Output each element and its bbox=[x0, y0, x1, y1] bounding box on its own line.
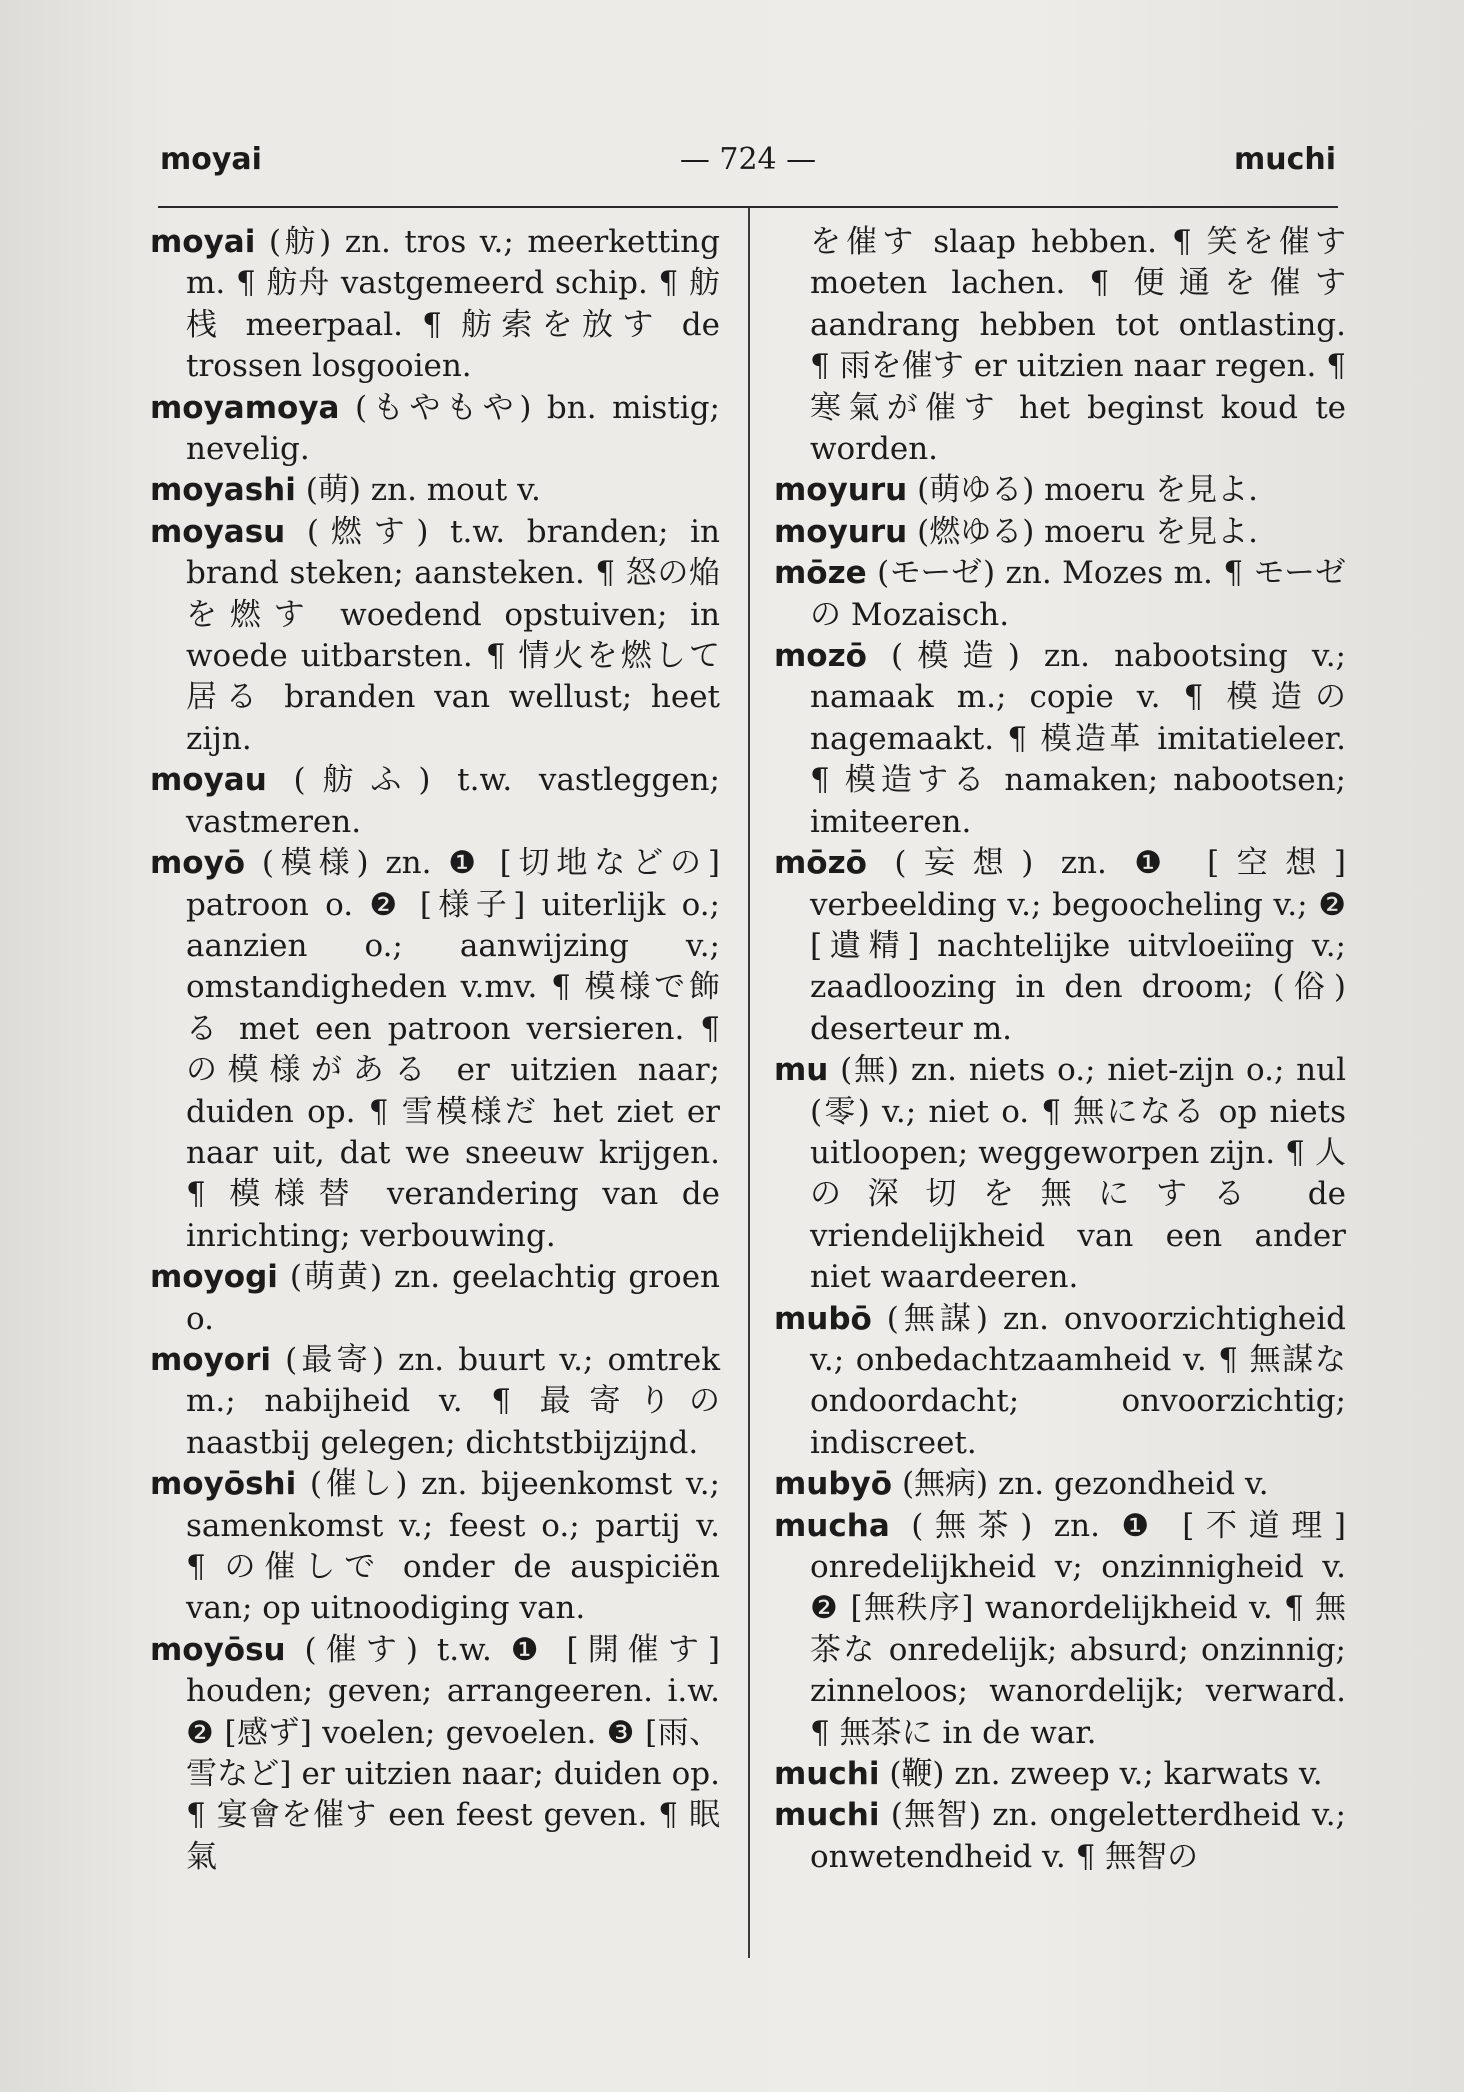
entry-headword: moyori bbox=[150, 1341, 272, 1378]
dictionary-entry bbox=[774, 222, 1346, 470]
entry-definition: (無茶) zn. ❶ [不道理] onredelijkheid v; onzinnigheid v. ❷ [無秩序] wanordelijkheid v. ¶ 無茶な onredelijk; absurd; onzinnig; zinneloos; wanordelijk; verward. ¶ 無茶に in de war. bbox=[810, 1507, 1346, 1751]
dictionary-entry bbox=[774, 1795, 1346, 1878]
entry-headword: mubō bbox=[774, 1300, 872, 1337]
entry-definition: (モーゼ) zn. Mozes m. ¶ モーゼの Mozaisch. bbox=[810, 555, 1347, 633]
entry-headword: mozō bbox=[774, 638, 867, 675]
dictionary-entry bbox=[150, 760, 720, 843]
entry-definition: (催し) zn. bijeenkomst v.; samenkomst v.; feest o.; partij v. ¶ の催しで onder de auspiciën van; op uitnoodiging van. bbox=[186, 1466, 720, 1627]
entry-definition: (舫ふ) t.w. vastleggen; vastmeren. bbox=[186, 762, 720, 840]
entry-definition: (萌) zn. mout v. bbox=[305, 472, 541, 509]
dictionary-entry bbox=[150, 1257, 720, 1340]
entry-definition: (鞭) zn. zweep v.; karwats v. bbox=[889, 1756, 1323, 1793]
entry-definition: (無智) zn. ongeletterdheid v.; onwetendheid v. ¶ 無智の bbox=[810, 1797, 1347, 1875]
dictionary-entry bbox=[150, 1340, 720, 1464]
dictionary-entry bbox=[150, 1464, 720, 1630]
entry-headword: moyogi bbox=[150, 1259, 278, 1296]
page-header bbox=[160, 142, 1336, 190]
entry-definition: (模造) zn. nabootsing v.; namaak m.; copie v. ¶ 模造の nagemaakt. ¶ 模造革 imitatieleer. ¶ 模造する namaken; nabootsen; imiteeren. bbox=[810, 638, 1346, 840]
entry-definition: (燃ゆる) moeru を見よ. bbox=[917, 513, 1259, 550]
dictionary-entry bbox=[774, 1754, 1346, 1795]
entry-definition: (萌ゆる) moeru を見よ. bbox=[917, 472, 1259, 509]
entry-headword: mōzō bbox=[774, 845, 867, 882]
column-divider bbox=[748, 208, 750, 1958]
dictionary-entry bbox=[150, 1630, 720, 1878]
header-left-guideword: moyai bbox=[160, 142, 262, 177]
entry-headword: moyashi bbox=[150, 472, 296, 509]
header-right-guideword: muchi bbox=[1233, 142, 1336, 177]
entry-headword: muchi bbox=[774, 1797, 880, 1834]
dictionary-entry bbox=[774, 1299, 1346, 1465]
entry-definition: (もやもや) bn. mistig; nevelig. bbox=[186, 389, 720, 468]
dictionary-entry bbox=[774, 1464, 1346, 1505]
dictionary-entry bbox=[150, 843, 720, 1257]
dictionary-entry bbox=[150, 388, 720, 471]
entry-definition: (催す) t.w. ❶ [開催す] houden; geven; arrangeeren. i.w. ❷ [感ず] voelen; gevoelen. ❸ [雨、雪など] er uitzien naar; duiden op. ¶ 宴會を催す een feest geven. ¶ 眠氣 bbox=[186, 1631, 720, 1875]
entry-headword: moyamoya bbox=[150, 389, 340, 426]
entry-definition: (最寄) zn. buurt v.; omtrek m.; nabijheid v. ¶ 最寄りの naastbij gelegen; dichtstbijzijnd. bbox=[186, 1341, 720, 1461]
entry-definition: (舫) zn. tros v.; meerketting m. ¶ 舫舟 vastgemeerd schip. ¶ 舫桟 meerpaal. ¶ 舫索を放す de trossen losgooien. bbox=[186, 224, 720, 385]
entry-headword: mucha bbox=[774, 1507, 890, 1544]
entry-definition: を催す slaap hebben. ¶ 笑を催す moeten lachen. ¶ 便通を催す aandrang hebben tot ontlasting. ¶ 雨を催す er uitzien naar regen. ¶ 寒氣が催す het beginst koud te worden. bbox=[810, 224, 1346, 468]
entry-headword: moyuru bbox=[774, 472, 908, 509]
left-column bbox=[150, 222, 720, 1878]
entry-headword: moyau bbox=[150, 762, 267, 799]
entry-definition: (妄想) zn. ❶ [空想] verbeelding v.; begoocheling v.; ❷ [遺精] nachtelijke uitvloeiïng v.; zaadloozing in den droom; (俗) deserteur m. bbox=[810, 845, 1346, 1047]
right-column bbox=[774, 222, 1346, 1878]
dictionary-entry bbox=[150, 512, 720, 760]
entry-definition: (無謀) zn. onvoorzichtigheid v.; onbedachtzaamheid v. ¶ 無謀な ondoordacht; onvoorzichtig; indiscreet. bbox=[810, 1300, 1346, 1461]
entry-headword: moyōshi bbox=[150, 1466, 297, 1503]
entry-headword: muchi bbox=[774, 1756, 880, 1793]
entry-headword: mu bbox=[774, 1052, 829, 1089]
page-number: — 724 — bbox=[679, 142, 817, 177]
entry-headword: mōze bbox=[774, 555, 867, 592]
dictionary-entry bbox=[150, 470, 720, 511]
dictionary-entry bbox=[774, 636, 1346, 843]
dictionary-entry bbox=[774, 512, 1346, 553]
entry-headword: moyai bbox=[150, 224, 256, 260]
entry-headword: moyuru bbox=[774, 513, 908, 550]
dictionary-entry bbox=[774, 843, 1346, 1050]
dictionary-entry bbox=[150, 222, 720, 388]
dictionary-entry bbox=[774, 470, 1346, 511]
entry-definition: (燃す) t.w. branden; in brand steken; aansteken. ¶ 怒の焔を燃す woedend opstuiven; in woede uitbarsten. ¶ 情火を燃して居る branden van wellust; heet zijn. bbox=[186, 513, 720, 757]
entry-definition: (無) zn. niets o.; niet-zijn o.; nul (零) v.; niet o. ¶ 無になる op niets uitloopen; weggeworpen zijn. ¶ 人の深切を無にする de vriendelijkheid van een ander niet waardeeren. bbox=[810, 1052, 1346, 1296]
entry-headword: moyō bbox=[150, 845, 246, 882]
entry-headword: mubyō bbox=[774, 1466, 893, 1503]
dictionary-entry bbox=[774, 1506, 1346, 1754]
entry-headword: moyasu bbox=[150, 513, 286, 550]
dictionary-entry bbox=[774, 553, 1346, 636]
entry-headword: moyōsu bbox=[150, 1631, 286, 1668]
entry-definition: (模様) zn. ❶ [切地などの] patroon o. ❷ [様子] uiterlijk o.; aanzien o.; aanwijzing v.; omstandigheden v.mv. ¶ 模様で飾る met een patroon versieren. ¶ の模様がある er uitzien naar; duiden op. ¶ 雪模様だ het ziet er naar uit, dat we sneeuw krijgen. ¶ 模様替 verandering van de inrichting; verbouwing. bbox=[186, 845, 720, 1254]
entry-definition: (無病) zn. gezondheid v. bbox=[901, 1466, 1269, 1503]
entry-definition: (萌黄) zn. geelachtig groen o. bbox=[186, 1259, 721, 1337]
dictionary-entry bbox=[774, 1050, 1346, 1298]
